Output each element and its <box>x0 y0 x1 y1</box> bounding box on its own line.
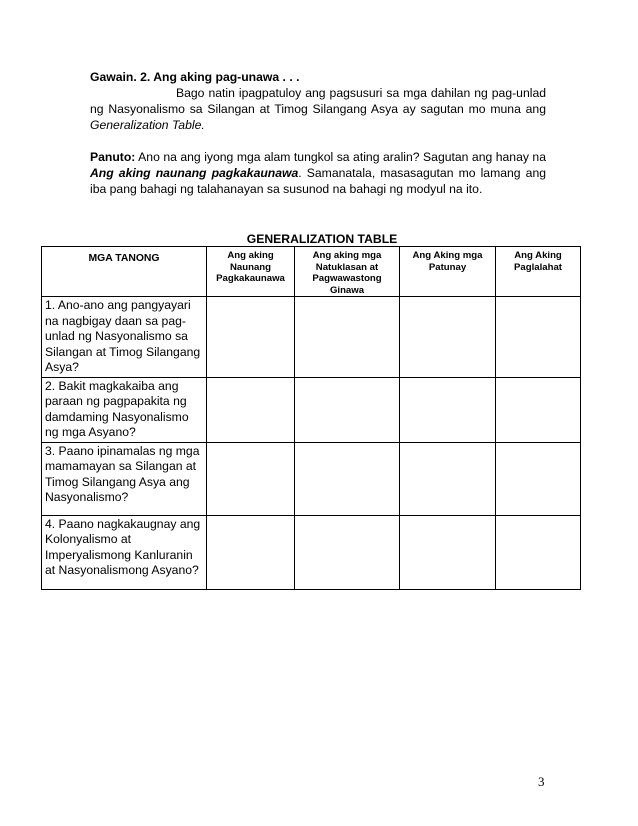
answer-cell[interactable] <box>400 297 496 378</box>
answer-cell[interactable] <box>496 297 581 378</box>
answer-cell[interactable] <box>207 297 295 378</box>
answer-cell[interactable] <box>400 377 496 442</box>
answer-cell[interactable] <box>400 442 496 515</box>
answer-cell[interactable] <box>496 515 581 589</box>
instructions-emphasis: Ang aking naunang pagkakaunawa <box>90 166 299 180</box>
instructions-text-b: . Samanatala, masasagutan mo lamang ang iba pang bahagi ng talahanayan sa susunod na bahagi ng modyul na ito. <box>90 166 546 196</box>
table-title-text: GENERALIZATION TABLE <box>246 232 398 246</box>
intro-paragraph-rest: ng Nasyonalismo sa Silangan at Timog Silangang Asya ay sagutan mo muna ang <box>90 102 546 116</box>
answer-cell[interactable] <box>295 377 400 442</box>
activity-intro <box>90 69 546 197</box>
answer-cell[interactable] <box>295 515 400 589</box>
generalization-table <box>41 246 581 590</box>
table-row <box>42 442 581 515</box>
column-header-questions: MGA TANONG <box>42 247 207 297</box>
answer-cell[interactable] <box>400 515 496 589</box>
answer-cell[interactable] <box>295 297 400 378</box>
answer-cell[interactable] <box>496 377 581 442</box>
table-row <box>42 515 581 589</box>
intro-paragraph-italic: Generalization Table. <box>90 118 205 132</box>
instructions-text-a: Ano na ang iyong mga alam tungkol sa ating aralin? Sagutan ang hanay na <box>135 150 546 164</box>
instructions-label: Panuto: <box>90 150 136 164</box>
table-title <box>0 232 638 246</box>
answer-cell[interactable] <box>207 377 295 442</box>
instructions-paragraph <box>90 149 546 197</box>
answer-cell[interactable] <box>207 515 295 589</box>
question-cell: 1. Ano-ano ang pangyayari na nagbigay daan sa pag-unlad ng Nasyonalismo sa Silangan at Timog Silangang Asya? <box>42 297 207 378</box>
answer-cell[interactable] <box>207 442 295 515</box>
question-cell: 3. Paano ipinamalas ng mga mamamayan sa Silangan at Timog Silangang Asya ang Nasyonalismo? <box>42 442 207 515</box>
column-header-generalization: Ang Aking Paglalahat <box>496 247 581 297</box>
question-cell: 2. Bakit magkakaiba ang paraan ng pagpapakita ng damdaming Nasyonalismo ng mga Asyano? <box>42 377 207 442</box>
answer-cell[interactable] <box>496 442 581 515</box>
intro-paragraph-line1: Bago natin ipagpatuloy ang pagsusuri sa mga dahilan ng pag-unlad <box>176 86 546 100</box>
intro-paragraph <box>90 85 546 133</box>
column-header-findings: Ang aking mga Natuklasan at Pagwawastong Ginawa <box>295 247 400 297</box>
answer-cell[interactable] <box>295 442 400 515</box>
table-row <box>42 377 581 442</box>
table-row <box>42 297 581 378</box>
column-header-proofs: Ang Aking mga Patunay <box>400 247 496 297</box>
page-number: 3 <box>538 774 545 789</box>
column-header-prior-understanding: Ang aking Naunang Pagkakaunawa <box>207 247 295 297</box>
question-cell: 4. Paano nagkakaugnay ang Kolonyalismo at Imperyalismong Kanluranin at Nasyonalismong Asyano? <box>42 515 207 589</box>
activity-heading: Gawain. 2. Ang aking pag-unawa . . . <box>90 70 300 84</box>
table-header-row <box>42 247 581 297</box>
